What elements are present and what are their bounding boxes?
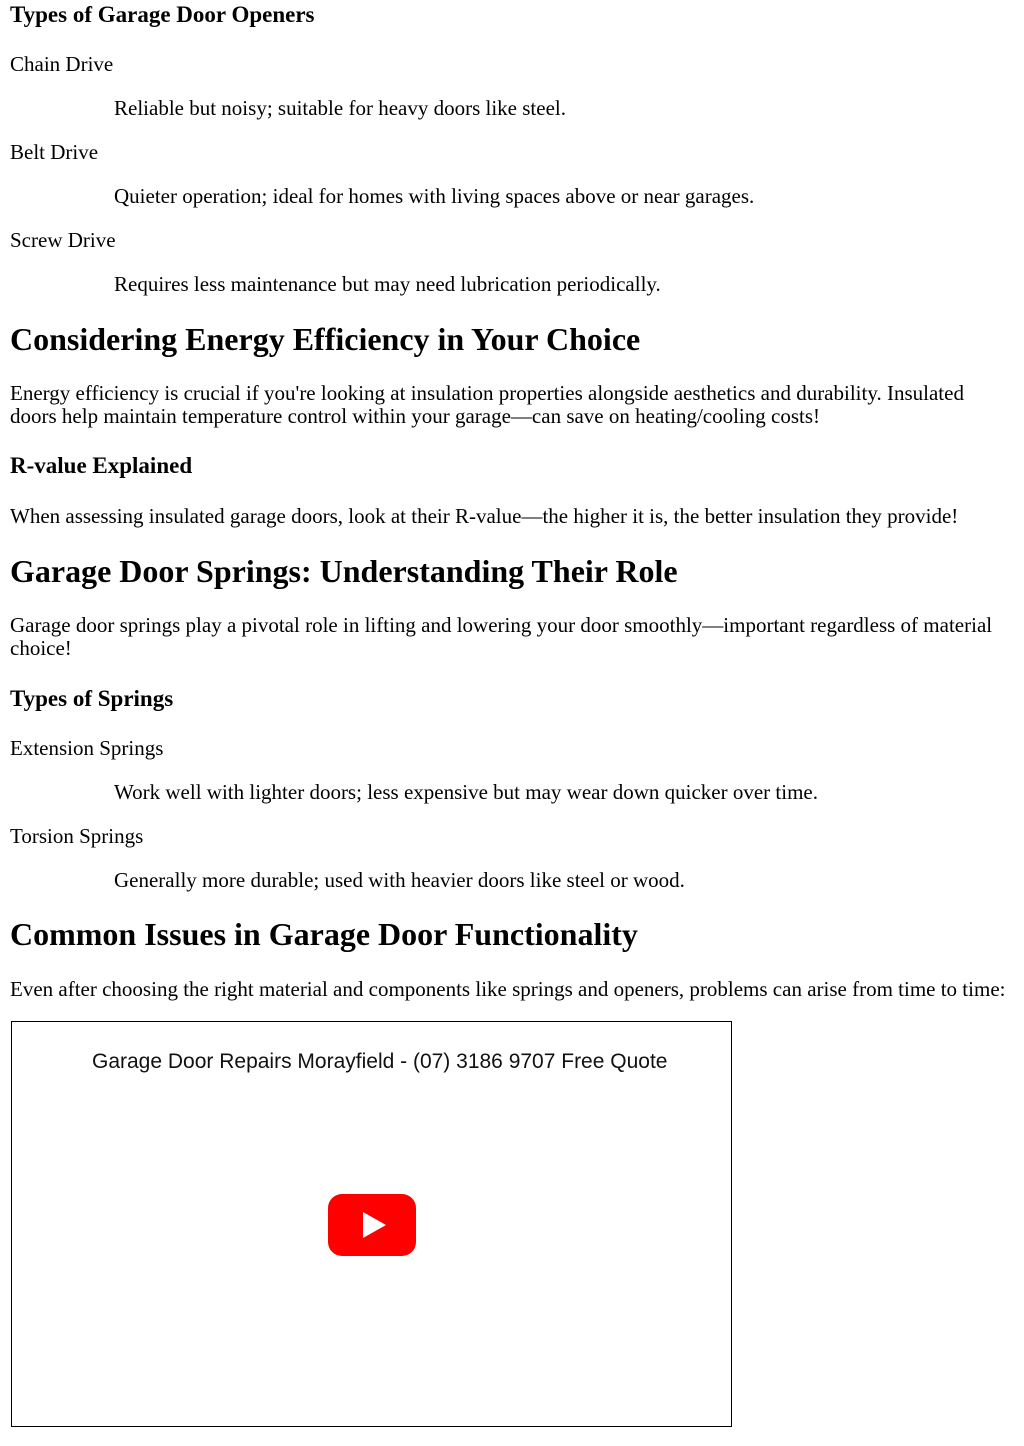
issues-heading: Common Issues in Garage Door Functionality bbox=[10, 916, 638, 952]
video-title[interactable]: Garage Door Repairs Morayfield - (07) 3186 9707 Free Quote bbox=[92, 1050, 668, 1073]
list-term: Torsion Springs bbox=[10, 824, 144, 848]
video-embed[interactable] bbox=[11, 1021, 732, 1427]
youtube-play-icon[interactable] bbox=[328, 1194, 416, 1256]
list-term: Chain Drive bbox=[10, 52, 114, 76]
youtube-play-icon-graphic bbox=[328, 1194, 416, 1256]
list-term: Extension Springs bbox=[10, 736, 164, 760]
list-term: Belt Drive bbox=[10, 140, 99, 164]
rvalue-heading: R-value Explained bbox=[10, 453, 193, 478]
energy-paragraph: Energy efficiency is crucial if you're looking at insulation properties alongside aesthetics and durability. Insulated doors help maintain temperature control within your garage—can save on heating/cooling costs! bbox=[10, 381, 964, 428]
rvalue-paragraph: When assessing insulated garage doors, look at their R-value—the higher it is, the better insulation they provide! bbox=[10, 504, 959, 528]
list-description: Reliable but noisy; suitable for heavy doors like steel. bbox=[114, 96, 566, 120]
list-term: Screw Drive bbox=[10, 228, 116, 252]
openers-heading: Types of Garage Door Openers bbox=[10, 2, 315, 27]
springs-paragraph: Garage door springs play a pivotal role in lifting and lowering your door smoothly—important regardless of material choice! bbox=[10, 613, 993, 660]
energy-heading: Considering Energy Efficiency in Your Choice bbox=[10, 321, 641, 357]
springs-heading: Garage Door Springs: Understanding Their Role bbox=[10, 553, 678, 589]
list-description: Work well with lighter doors; less expensive but may wear down quicker over time. bbox=[114, 780, 818, 804]
list-description: Generally more durable; used with heavier doors like steel or wood. bbox=[114, 868, 685, 892]
spring-types-heading: Types of Springs bbox=[10, 686, 174, 711]
list-description: Requires less maintenance but may need lubrication periodically. bbox=[114, 272, 661, 296]
list-description: Quieter operation; ideal for homes with living spaces above or near garages. bbox=[114, 184, 755, 208]
issues-paragraph: Even after choosing the right material and components like springs and openers, problems can arise from time to time: bbox=[10, 977, 1006, 1001]
